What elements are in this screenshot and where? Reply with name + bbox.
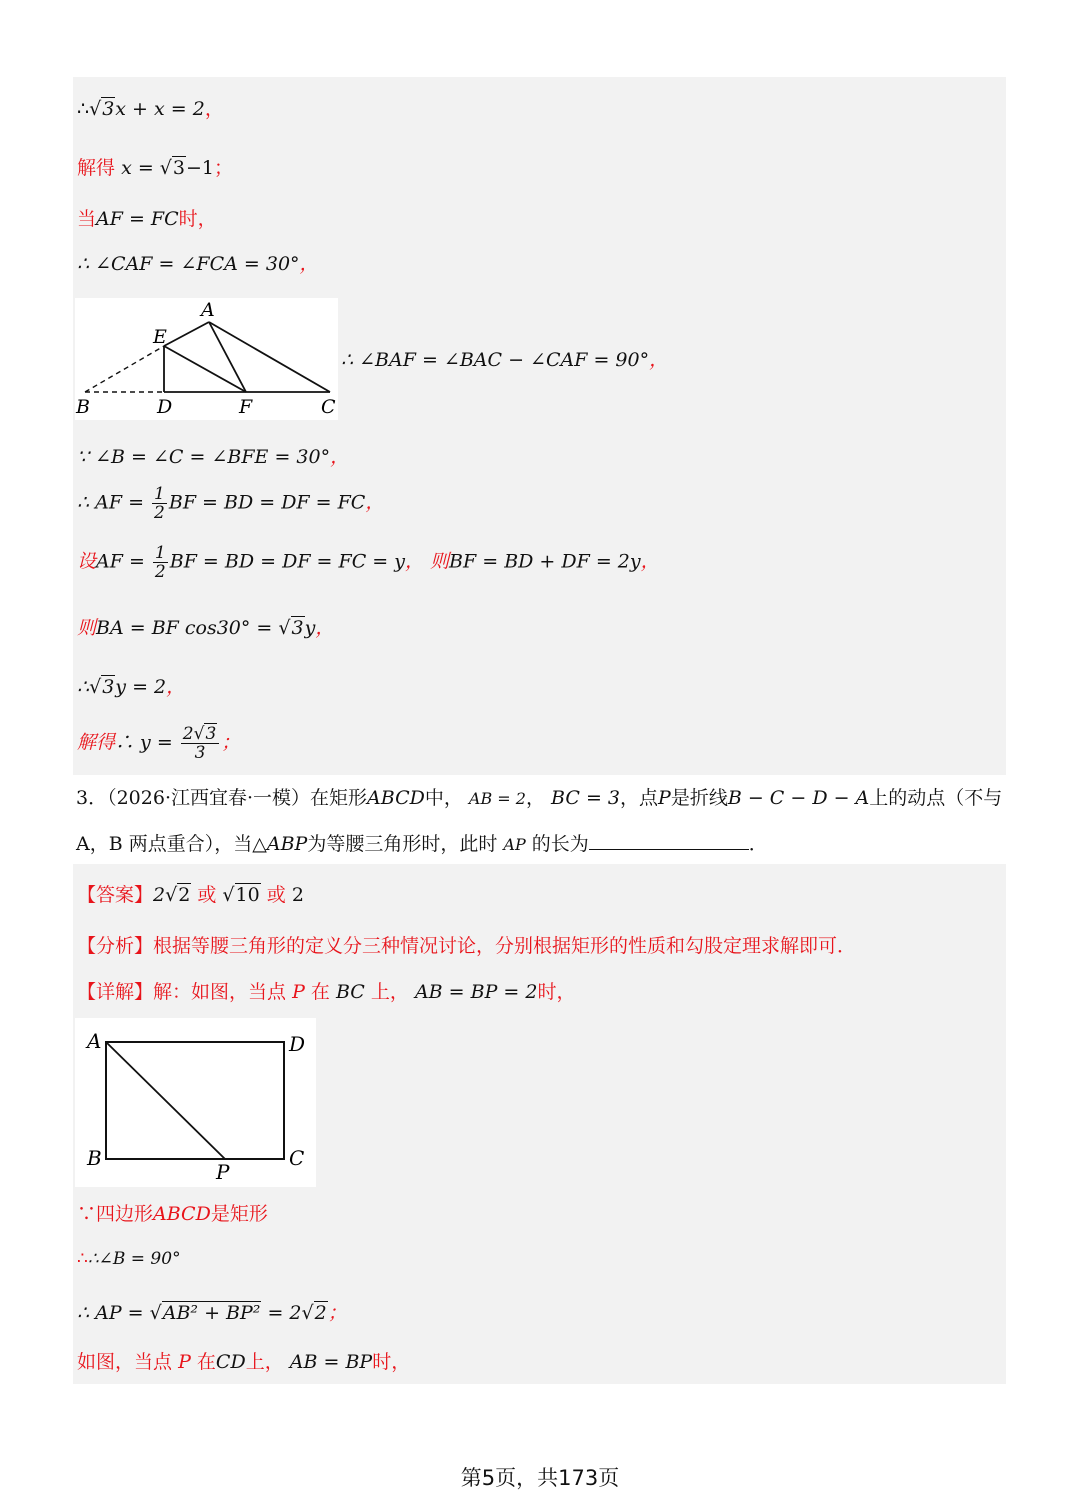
line-11: 解得∴ y = $\frac{2√3}{3}$ ； [77,724,241,763]
label-A: A [87,1029,102,1053]
rectangle-figure [75,1018,316,1187]
label-D: D [157,396,173,418]
line-8: 设AF = $\frac{1}{2}$ BF = BD = DF = FC = y， 则BF = BD + DF = 2y， [77,543,660,582]
question-line-2: A，B 两点重合），当△ABP为等腰三角形时，此时 AP 的长为 ． [76,833,768,855]
line-9: 则BA = BF cos30° = √3y， [77,617,335,639]
line-3: 当AF = FC时， [77,208,217,230]
page-footer: 第5页，共173页 [460,1466,620,1490]
detail-line: 【详解】解：如图，当点 P 在 BC 上， AB = BP = 2时， [77,981,576,1003]
triangle-diagram [75,298,338,420]
rect-line-2: ∴∴∠B = 90° [77,1249,181,1269]
rectangle-diagram [75,1018,316,1187]
line-7: ∴ AF = $\frac{1}{2}$ BF = BD = DF = FC， [77,484,385,523]
line-4: ∴ ∠CAF = ∠FCA = 30°， [77,253,319,275]
label-B: B [87,1146,102,1170]
line-5: ∴ ∠BAF = ∠BAC − ∠CAF = 90°， [341,349,669,371]
answer-line: 【答案】2√2 或 √10 或 2 [77,884,304,906]
answer-blank[interactable] [589,831,749,850]
line-2: 解得 x = √3−1； [77,157,234,179]
triangle-figure [75,298,338,420]
question-line-1: 3．（2026·江西宜春·一模）在矩形ABCD中， AB = 2， BC = 3，点P是折线B − C − D − A上的动点（不与 [76,787,1003,809]
label-F: F [239,396,253,418]
label-C: C [321,396,336,418]
line-6: ∵ ∠B = ∠C = ∠BFE = 30°， [77,446,350,468]
line-1: ∴√3x + x = 2， [77,98,224,120]
analysis-line: 【分析】根据等腰三角形的定义分三种情况讨论，分别根据矩形的性质和勾股定理求解即可． [77,935,857,957]
rect-line-1: ∵四边形ABCD是矩形 [77,1203,268,1225]
line-10: ∴√3y = 2， [77,676,186,698]
label-A: A [201,299,215,321]
label-B: B [76,396,90,418]
label-E: E [153,326,167,348]
rect-line-3: ∴ AP = √AB² + BP² = 2√2； [77,1302,347,1324]
label-C: C [289,1146,305,1170]
label-D: D [289,1032,306,1056]
solution-block-1 [73,77,1006,775]
label-P: P [216,1160,230,1184]
rect-line-4: 如图，当点 P 在CD上， AB = BP时， [77,1351,411,1373]
